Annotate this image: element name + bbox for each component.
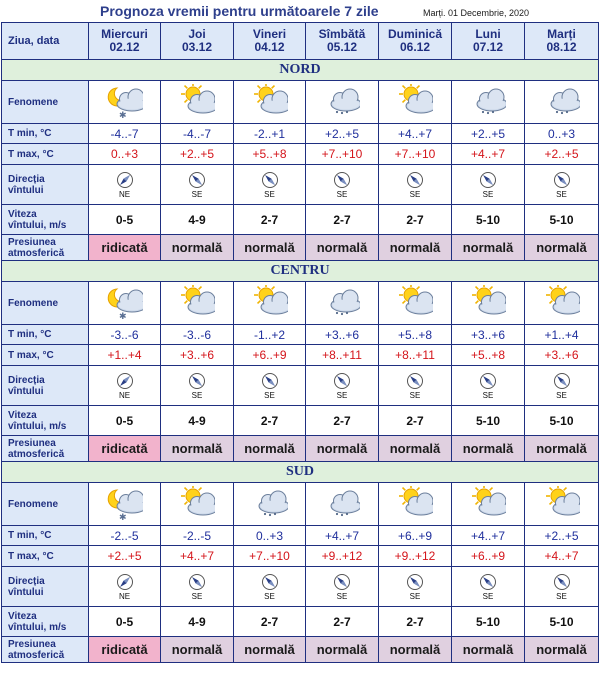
wind-direction-cell: [89, 366, 161, 406]
tmin-label: [2, 124, 89, 144]
wind-direction-text: SE: [191, 189, 203, 199]
day-name: Joi: [188, 27, 206, 41]
compass-arrow-icon: [333, 372, 351, 390]
pressure-value: normală: [379, 436, 452, 462]
svg-text:✱: ✱: [118, 111, 127, 120]
tmin-label: [2, 325, 89, 345]
moon-cloud-snow-icon: [107, 84, 143, 120]
sun-cloud-icon: [179, 285, 215, 321]
wind-speed-value: 5-10: [452, 406, 525, 436]
compass-arrow-icon: [406, 372, 424, 390]
wind-direction-row: [2, 567, 599, 607]
day-header: [89, 23, 161, 60]
pressure-value: normală: [161, 637, 234, 663]
page-title: Prognoza vremii pentru următoarele 7 zile: [100, 3, 379, 19]
compass-arrow-icon: [116, 372, 134, 390]
wind-speed-value: 2-7: [234, 607, 306, 637]
sun-cloud-icon: [397, 285, 433, 321]
compass-arrow-icon: [479, 573, 497, 591]
tmax-value: +6..+9: [234, 345, 306, 366]
sun-cloud-icon: [179, 486, 215, 522]
pressure-value: normală: [306, 235, 379, 261]
pressure-label-text: Presiunea: [8, 638, 56, 650]
wind-speed-value: 2-7: [306, 607, 379, 637]
tmax-value: +5..+8: [452, 345, 525, 366]
day-name: Vineri: [252, 27, 287, 41]
phenomena-cell: [525, 282, 599, 325]
tmin-value: -2..-5: [161, 526, 234, 546]
wind-direction-label: [2, 366, 89, 406]
wind-direction-text: NE: [118, 591, 131, 601]
tmax-value: +6..+9: [452, 546, 525, 567]
wind-direction-text: SE: [409, 390, 421, 400]
phenomena-cell: [379, 81, 452, 124]
tmax-value: +2..+5: [525, 144, 599, 165]
wind-speed-value: 5-10: [452, 205, 525, 235]
pressure-value: normală: [234, 436, 306, 462]
wind-speed-value: 4-9: [161, 205, 234, 235]
cloud-snow-icon: [324, 486, 360, 522]
tmax-value: +1..+4: [89, 345, 161, 366]
tmin-value: +4..+7: [379, 124, 452, 144]
phenomena-label: [2, 81, 89, 124]
tmin-value: +2..+5: [525, 526, 599, 546]
wind-direction-cell: [89, 165, 161, 205]
tmin-label-text: T min, °C: [8, 128, 52, 139]
wind-speed-label: [2, 205, 89, 235]
pressure-value: normală: [161, 235, 234, 261]
region-name: SUD: [2, 462, 599, 483]
wind-direction-cell: [452, 567, 525, 607]
compass-arrow-icon: [479, 171, 497, 189]
wind-speed-label: [2, 607, 89, 637]
tmin-value: +3..+6: [452, 325, 525, 345]
phenomena-cell: [525, 483, 599, 526]
wind-direction-text: SE: [336, 189, 348, 199]
wind-direction-text: SE: [264, 591, 275, 601]
wind-speed-label-text: Viteza: [8, 409, 37, 421]
wind-direction-text: NE: [118, 189, 131, 199]
wind-direction-cell: [306, 567, 379, 607]
cloud-snow-icon: [324, 285, 360, 321]
tmax-value: +9..+12: [306, 546, 379, 567]
compass-arrow-icon: [116, 573, 134, 591]
sun-cloud-icon: [470, 285, 506, 321]
forecast-table: [1, 22, 599, 663]
wind-direction-text: SE: [191, 390, 203, 400]
wind-speed-label-text-line2: vîntului, m/s: [8, 621, 67, 633]
pressure-label: [2, 436, 89, 462]
tmax-label: [2, 345, 89, 366]
phenomena-cell: [234, 81, 306, 124]
wind-direction-label-text: Direcția: [8, 575, 45, 587]
phenomena-cell: [89, 483, 161, 526]
wind-speed-label-text: Viteza: [8, 208, 37, 220]
compass-arrow-icon: [261, 171, 279, 189]
day-date: 02.12: [109, 40, 140, 54]
wind-speed-value: 0-5: [89, 607, 161, 637]
tmax-value: +4..+7: [525, 546, 599, 567]
pressure-value: normală: [161, 436, 234, 462]
tmax-value: +3..+6: [525, 345, 599, 366]
tmin-label: [2, 526, 89, 546]
wind-speed-value: 2-7: [306, 205, 379, 235]
tmax-value: +4..+7: [161, 546, 234, 567]
day-date: 06.12: [399, 40, 431, 54]
wind-direction-text: SE: [336, 591, 348, 601]
wind-speed-label-text-line2: vîntului, m/s: [8, 219, 67, 231]
tmax-value: +4..+7: [452, 144, 525, 165]
pressure-value: normală: [234, 637, 306, 663]
pressure-value: normală: [306, 436, 379, 462]
pressure-value: normală: [525, 235, 599, 261]
pressure-value: normală: [306, 637, 379, 663]
wind-speed-value: 2-7: [379, 406, 452, 436]
wind-direction-label-text-line2: vîntului: [8, 586, 44, 598]
wind-speed-value: 4-9: [161, 406, 234, 436]
tmin-value: +4..+7: [306, 526, 379, 546]
wind-direction-text: SE: [482, 189, 494, 199]
phenomena-cell: [161, 81, 234, 124]
tmax-label-text: T max, °C: [8, 349, 54, 361]
corner-label: Ziua, data: [2, 23, 89, 60]
wind-direction-cell: [234, 165, 306, 205]
cloud-snow-icon: [470, 84, 506, 120]
tmin-value: +4..+7: [452, 526, 525, 546]
phenomena-row: [2, 282, 599, 325]
tmin-value: +6..+9: [379, 526, 452, 546]
wind-direction-cell: [234, 366, 306, 406]
sun-cloud-icon: [544, 285, 580, 321]
tmax-label-text: T max, °C: [8, 550, 54, 562]
tmax-value: +7..+10: [234, 546, 306, 567]
pressure-row: [2, 235, 599, 261]
phenomena-row: [2, 81, 599, 124]
wind-direction-row: [2, 366, 599, 406]
tmax-value: +9..+12: [379, 546, 452, 567]
phenomena-cell: [379, 282, 452, 325]
phenomena-label-text: Fenomene: [8, 297, 59, 309]
compass-arrow-icon: [333, 171, 351, 189]
compass-arrow-icon: [406, 573, 424, 591]
pressure-value: ridicată: [89, 637, 161, 663]
phenomena-label-text: Fenomene: [8, 96, 59, 108]
tmax-value: +2..+5: [161, 144, 234, 165]
day-name: Sîmbătă: [318, 27, 366, 41]
pressure-value: normală: [452, 637, 525, 663]
sun-cloud-icon: [397, 84, 433, 120]
compass-arrow-icon: [479, 372, 497, 390]
tmin-value: +2..+5: [306, 124, 379, 144]
tmax-label-text: T max, °C: [8, 148, 54, 160]
tmin-value: +1..+4: [525, 325, 599, 345]
tmin-value: -4..-7: [89, 124, 161, 144]
compass-arrow-icon: [188, 372, 206, 390]
sun-cloud-icon: [470, 486, 506, 522]
wind-direction-text: SE: [409, 591, 421, 601]
wind-speed-value: 5-10: [452, 607, 525, 637]
day-header: [452, 23, 525, 60]
phenomena-label: [2, 282, 89, 325]
pressure-label: [2, 235, 89, 261]
phenomena-cell: [452, 483, 525, 526]
wind-direction-text: SE: [264, 189, 275, 199]
wind-direction-cell: [161, 366, 234, 406]
wind-direction-cell: [379, 567, 452, 607]
tmax-value: +5..+8: [234, 144, 306, 165]
tmax-value: +3..+6: [161, 345, 234, 366]
compass-arrow-icon: [553, 372, 571, 390]
compass-arrow-icon: [188, 573, 206, 591]
compass-arrow-icon: [553, 171, 571, 189]
wind-direction-cell: [525, 165, 599, 205]
wind-direction-cell: [161, 567, 234, 607]
compass-arrow-icon: [116, 171, 134, 189]
wind-speed-label-text: Viteza: [8, 610, 37, 622]
wind-speed-row: [2, 406, 599, 436]
region-row: [2, 60, 599, 81]
pressure-label-text-line2: atmosferică: [8, 448, 65, 460]
day-date: 05.12: [326, 40, 358, 54]
tmin-value: -4..-7: [161, 124, 234, 144]
wind-direction-label-text: Direcția: [8, 374, 45, 386]
pressure-label-text-line2: atmosferică: [8, 649, 65, 661]
sun-cloud-icon: [252, 84, 288, 120]
region-name: CENTRU: [2, 261, 599, 282]
phenomena-label: [2, 483, 89, 526]
phenomena-row: [2, 483, 599, 526]
phenomena-cell: [452, 81, 525, 124]
wind-direction-text: SE: [264, 390, 275, 400]
wind-direction-text: SE: [556, 189, 567, 199]
sun-cloud-icon: [252, 285, 288, 321]
day-header-row: [2, 23, 599, 60]
tmin-label-text: T min, °C: [8, 530, 52, 541]
pressure-value: normală: [379, 637, 452, 663]
phenomena-cell: [161, 282, 234, 325]
pressure-value: normală: [452, 436, 525, 462]
wind-direction-cell: [452, 366, 525, 406]
tmax-value: +8..+11: [379, 345, 452, 366]
pressure-row: [2, 637, 599, 663]
tmax-value: +2..+5: [89, 546, 161, 567]
cloud-snow-icon: [324, 84, 360, 120]
svg-text:✱: ✱: [118, 513, 127, 522]
wind-speed-value: 2-7: [379, 205, 452, 235]
wind-speed-value: 2-7: [379, 607, 452, 637]
sun-cloud-icon: [544, 486, 580, 522]
day-date: 03.12: [181, 40, 213, 54]
pressure-value: normală: [525, 637, 599, 663]
tmin-value: +5..+8: [379, 325, 452, 345]
wind-direction-text: SE: [336, 390, 348, 400]
wind-speed-label: [2, 406, 89, 436]
region-name: NORD: [2, 60, 599, 81]
day-header: [161, 23, 234, 60]
wind-direction-label: [2, 567, 89, 607]
current-date: Marți. 01 Decembrie, 2020: [423, 8, 530, 18]
wind-direction-text: NE: [118, 390, 131, 400]
wind-speed-label-text-line2: vîntului, m/s: [8, 420, 67, 432]
wind-direction-cell: [306, 165, 379, 205]
wind-speed-value: 5-10: [525, 406, 599, 436]
tmax-row: [2, 546, 599, 567]
day-header: [306, 23, 379, 60]
tmin-value: -3..-6: [89, 325, 161, 345]
wind-direction-cell: [234, 567, 306, 607]
pressure-label: [2, 637, 89, 663]
wind-direction-text: SE: [191, 591, 203, 601]
wind-direction-cell: [379, 366, 452, 406]
pressure-label-text: Presiunea: [8, 437, 56, 449]
phenomena-cell: [306, 81, 379, 124]
day-date: 08.12: [546, 40, 577, 54]
tmin-value: 0..+3: [525, 124, 599, 144]
wind-direction-row: [2, 165, 599, 205]
tmin-value: +2..+5: [452, 124, 525, 144]
wind-direction-label-text-line2: vîntului: [8, 385, 44, 397]
pressure-value: ridicată: [89, 235, 161, 261]
tmax-row: [2, 144, 599, 165]
phenomena-cell: [306, 282, 379, 325]
compass-arrow-icon: [261, 573, 279, 591]
pressure-value: normală: [379, 235, 452, 261]
wind-direction-cell: [306, 366, 379, 406]
compass-arrow-icon: [406, 171, 424, 189]
wind-speed-value: 2-7: [306, 406, 379, 436]
cloud-snow-icon: [544, 84, 580, 120]
tmin-label-text: T min, °C: [8, 329, 52, 340]
wind-direction-text: SE: [409, 189, 421, 199]
phenomena-cell: [452, 282, 525, 325]
tmin-value: -3..-6: [161, 325, 234, 345]
moon-cloud-snow-icon: [107, 486, 143, 522]
wind-speed-value: 0-5: [89, 205, 161, 235]
svg-text:✱: ✱: [118, 312, 127, 321]
tmax-value: +7..+10: [379, 144, 452, 165]
tmax-value: 0..+3: [89, 144, 161, 165]
compass-arrow-icon: [553, 573, 571, 591]
wind-speed-value: 5-10: [525, 205, 599, 235]
wind-direction-text: SE: [556, 390, 567, 400]
page-header: [0, 0, 600, 22]
pressure-value: ridicată: [89, 436, 161, 462]
phenomena-cell: [89, 81, 161, 124]
pressure-label-text-line2: atmosferică: [8, 247, 65, 259]
region-row: [2, 261, 599, 282]
day-date: 04.12: [254, 40, 285, 54]
phenomena-cell: [525, 81, 599, 124]
phenomena-label-text: Fenomene: [8, 498, 59, 510]
tmax-row: [2, 345, 599, 366]
pressure-value: normală: [234, 235, 306, 261]
wind-speed-value: 5-10: [525, 607, 599, 637]
wind-direction-label: [2, 165, 89, 205]
day-name: Luni: [475, 27, 501, 41]
wind-direction-label-text-line2: vîntului: [8, 184, 44, 196]
pressure-row: [2, 436, 599, 462]
region-row: [2, 462, 599, 483]
wind-direction-text: SE: [556, 591, 567, 601]
wind-speed-value: 0-5: [89, 406, 161, 436]
wind-direction-text: SE: [482, 591, 494, 601]
sun-cloud-icon: [397, 486, 433, 522]
tmin-row: [2, 124, 599, 144]
compass-arrow-icon: [261, 372, 279, 390]
day-name: Duminică: [387, 27, 442, 41]
phenomena-cell: [161, 483, 234, 526]
phenomena-cell: [89, 282, 161, 325]
phenomena-cell: [234, 282, 306, 325]
sun-cloud-icon: [179, 84, 215, 120]
wind-speed-row: [2, 607, 599, 637]
wind-direction-cell: [161, 165, 234, 205]
wind-direction-cell: [452, 165, 525, 205]
cloud-snow-icon: [252, 486, 288, 522]
wind-direction-cell: [379, 165, 452, 205]
tmin-value: -2..-5: [89, 526, 161, 546]
phenomena-cell: [234, 483, 306, 526]
compass-arrow-icon: [333, 573, 351, 591]
tmin-value: -1..+2: [234, 325, 306, 345]
tmax-value: +8..+11: [306, 345, 379, 366]
tmax-label: [2, 546, 89, 567]
wind-direction-cell: [525, 366, 599, 406]
tmin-row: [2, 325, 599, 345]
tmin-value: 0..+3: [234, 526, 306, 546]
phenomena-cell: [306, 483, 379, 526]
day-header: [379, 23, 452, 60]
wind-speed-row: [2, 205, 599, 235]
pressure-value: normală: [452, 235, 525, 261]
tmin-row: [2, 526, 599, 546]
day-header: [525, 23, 599, 60]
wind-direction-cell: [525, 567, 599, 607]
pressure-value: normală: [525, 436, 599, 462]
day-date: 07.12: [472, 40, 504, 54]
wind-speed-value: 2-7: [234, 406, 306, 436]
day-name: Miercuri: [101, 27, 148, 41]
moon-cloud-snow-icon: [107, 285, 143, 321]
day-name: Marți: [547, 27, 576, 41]
wind-direction-label-text: Direcția: [8, 173, 45, 185]
phenomena-cell: [379, 483, 452, 526]
tmin-value: -2..+1: [234, 124, 306, 144]
tmax-value: +7..+10: [306, 144, 379, 165]
pressure-label-text: Presiunea: [8, 236, 56, 248]
tmin-value: +3..+6: [306, 325, 379, 345]
tmax-label: [2, 144, 89, 165]
day-header: [234, 23, 306, 60]
compass-arrow-icon: [188, 171, 206, 189]
wind-speed-value: 4-9: [161, 607, 234, 637]
wind-direction-cell: [89, 567, 161, 607]
wind-direction-text: SE: [482, 390, 494, 400]
wind-speed-value: 2-7: [234, 205, 306, 235]
